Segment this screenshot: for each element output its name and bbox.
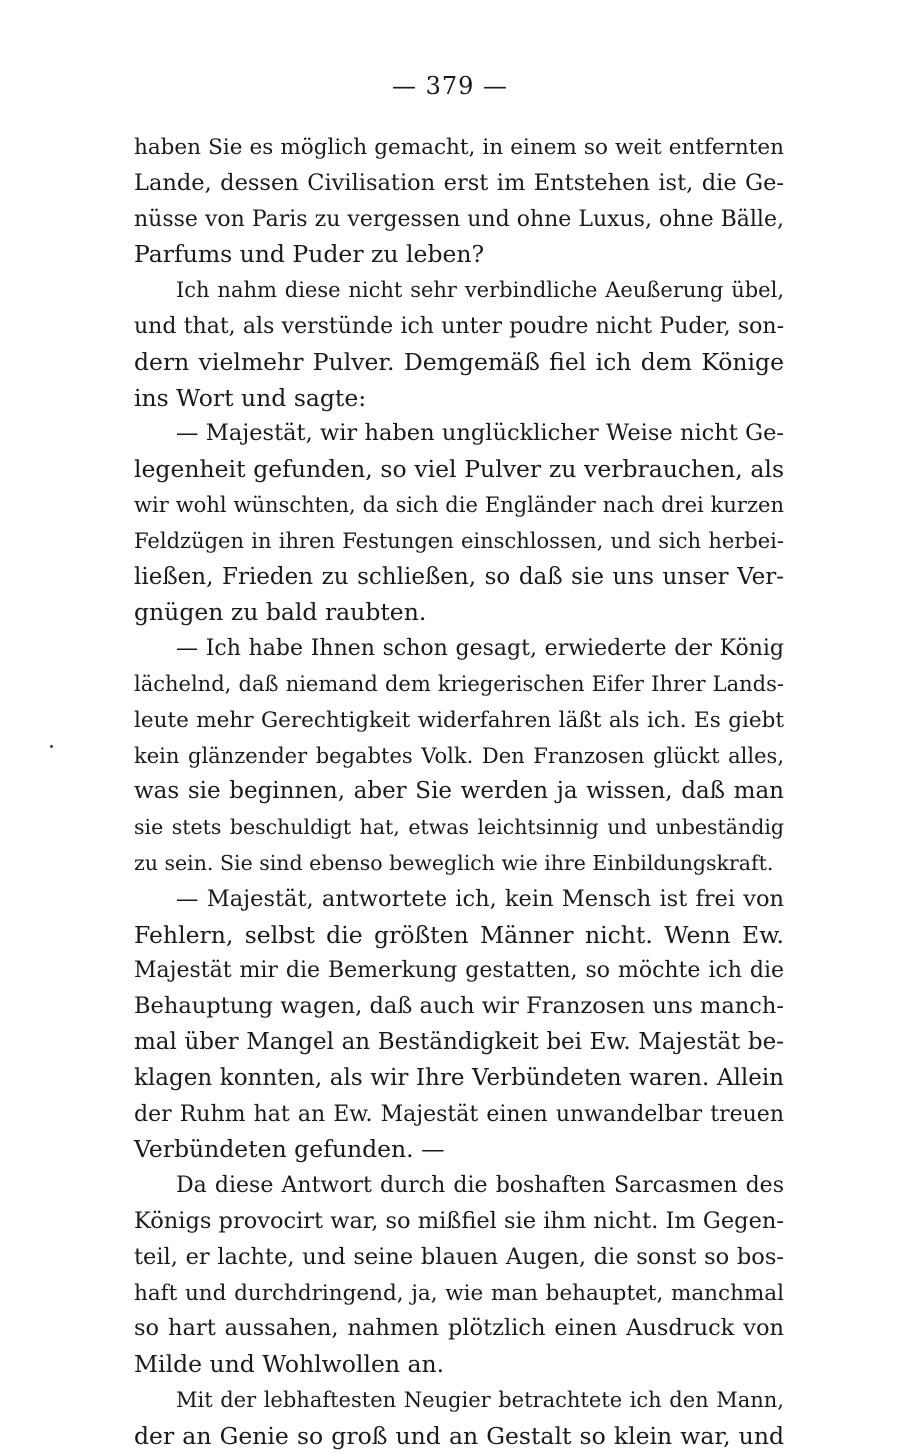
text-line: und that, als verstünde ich unter poudre nicht Puder, son-: [134, 313, 784, 339]
text-line: Verbündeten gefunden. —: [134, 1135, 445, 1164]
text-line: nüsse von Paris zu vergessen und ohne Luxus, ohne Bälle,: [134, 206, 784, 232]
page-speck: [50, 745, 53, 748]
text-line: Königs provocirt war, so mißfiel sie ihm nicht. Im Gegen-: [134, 1207, 784, 1234]
text-line: — Majestät, antwortete ich, kein Mensch ist frei von: [176, 885, 784, 912]
text-line: Lande, dessen Civilisation erst im Entstehen ist, die Ge-: [134, 169, 784, 196]
text-line: gnügen zu bald raubten.: [134, 598, 427, 627]
body-text: [134, 130, 784, 1454]
text-line: Fehlern, selbst die größten Männer nicht. Wenn Ew.: [134, 920, 784, 949]
text-line: kein glänzender begabtes Volk. Den Franzosen glückt alles,: [134, 743, 784, 768]
text-line: sie stets beschuldigt hat, etwas leichtsinnig und unbeständig: [134, 815, 784, 840]
page-number: — 379 —: [391, 72, 509, 100]
text-line: Behauptung wagen, daß auch wir Franzosen uns manch-: [134, 993, 784, 1020]
text-line: haft und durchdringend, ja, wie man behauptet, manchmal: [134, 1280, 784, 1306]
text-line: dern vielmehr Pulver. Demgemäß fiel ich dem Könige: [134, 347, 784, 376]
text-line: Milde und Wohlwollen an.: [134, 1350, 445, 1379]
text-line: Majestät mir die Bemerkung gestatten, so möchte ich die: [134, 958, 784, 984]
text-line: so hart aussahen, nahmen plötzlich einen Ausdruck von: [134, 1315, 784, 1342]
text-line: Parfums und Puder zu leben?: [134, 240, 485, 269]
text-line: Feldzügen in ihren Festungen einschlossen, und sich herbei-: [134, 528, 784, 553]
text-line: Mit der lebhaftesten Neugier betrachtete ich den Mann,: [176, 1387, 784, 1412]
text-line: — Ich habe Ihnen schon gesagt, erwiederte der König: [176, 636, 784, 662]
text-line: der Ruhm hat an Ew. Majestät einen unwandelbar treuen: [134, 1101, 784, 1127]
text-line: der an Genie so groß und an Gestalt so klein war, und: [134, 1421, 784, 1450]
text-line: wir wohl wünschten, da sich die Engländer nach drei kurzen: [134, 492, 784, 517]
text-line: leute mehr Gerechtigkeit widerfahren läßt als ich. Es giebt: [134, 707, 784, 733]
text-line: — Majestät, wir haben unglücklicher Weise nicht Ge-: [176, 420, 784, 447]
text-line: was sie beginnen, aber Sie werden ja wissen, daß man: [134, 778, 784, 805]
text-line: lächelnd, daß niemand dem kriegerischen Eifer Ihrer Lands-: [134, 671, 784, 696]
text-line: ins Wort und sagte:: [134, 383, 367, 412]
text-line: Da diese Antwort durch die boshaften Sarcasmen des: [176, 1173, 784, 1199]
text-line: haben Sie es möglich gemacht, in einem so weit entfernten: [134, 135, 784, 160]
text-line: ließen, Frieden zu schließen, so daß sie uns unser Ver-: [134, 563, 784, 590]
text-line: zu sein. Sie sind ebenso beweglich wie ihre Einbildungskraft.: [134, 850, 774, 875]
text-line: legenheit gefunden, so viel Pulver zu verbrauchen, als: [134, 455, 784, 484]
text-line: Ich nahm diese nicht sehr verbindliche Aeußerung übel,: [176, 278, 784, 303]
text-line: teil, er lachte, und seine blauen Augen, die sonst so bos-: [134, 1243, 784, 1270]
text-line: mal über Mangel an Beständigkeit bei Ew. Majestät be-: [134, 1028, 784, 1055]
text-line: klagen konnten, als wir Ihre Verbündeten waren. Allein: [134, 1064, 784, 1091]
